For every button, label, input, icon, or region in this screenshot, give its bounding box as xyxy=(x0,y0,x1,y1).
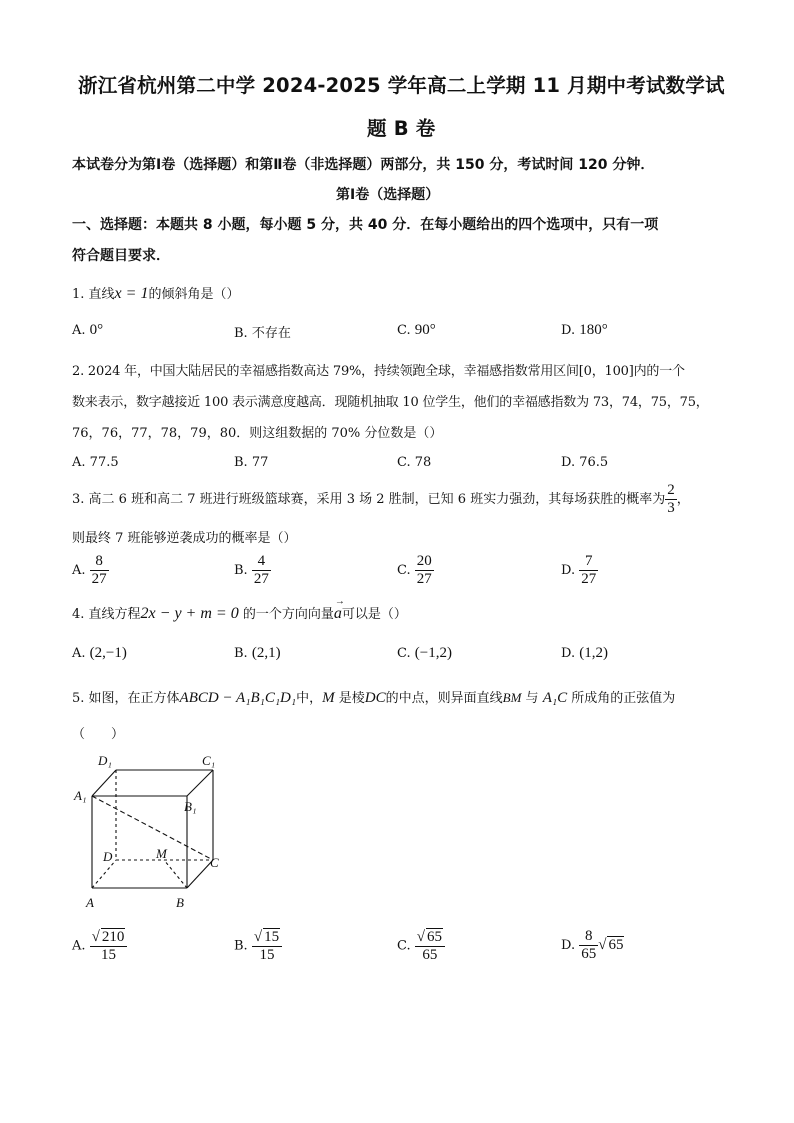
q1-math: x = 1 xyxy=(114,285,149,302)
fraction-numerator: 4 xyxy=(257,553,266,569)
radicand: 15 xyxy=(264,929,280,945)
fraction-numerator: 8 xyxy=(95,553,103,569)
vector-arrow-icon: → xyxy=(334,596,345,607)
label-a1: A₁ xyxy=(74,788,87,803)
q4-option-b[interactable] xyxy=(234,645,281,662)
section1-line2: 符合题目要求． xyxy=(72,248,170,264)
option-fraction xyxy=(252,928,282,964)
radicand: 65 xyxy=(427,929,442,945)
radicand: 210 xyxy=(101,929,125,945)
radicand: 65 xyxy=(608,937,624,953)
q4-vector xyxy=(333,596,345,622)
option-text: (−1,2) xyxy=(414,645,452,661)
fraction-denominator: 15 xyxy=(259,947,275,963)
option-label: B. xyxy=(234,326,248,341)
fraction-denominator: 15 xyxy=(101,947,117,963)
option-label: C. xyxy=(397,938,411,954)
option-label: B. xyxy=(234,646,248,661)
q1-suffix: 的倾斜角是（） xyxy=(148,287,240,302)
option-label: C. xyxy=(397,323,411,338)
question-2-line1: 2. 2024 年，中国大陆居民的幸福感指数高达 79%，持续领跑全球，幸福感指数常用区间[0，100]内的一个 xyxy=(72,364,685,379)
q5-line-a1c: A₁C xyxy=(542,690,568,706)
fraction-numerator: 8 xyxy=(579,928,598,946)
option-fraction xyxy=(90,928,128,964)
option-text: 180° xyxy=(579,322,608,338)
question-1 xyxy=(72,283,239,303)
option-label: B. xyxy=(234,938,248,954)
option-label: D. xyxy=(561,563,576,578)
label-b1: B₁ xyxy=(184,799,197,814)
q1-option-a[interactable] xyxy=(72,322,103,339)
segment-b-m xyxy=(164,860,187,888)
fraction-numerator: √ 15 xyxy=(252,928,282,947)
option-text: 76.5 xyxy=(579,455,609,470)
option-text: 77 xyxy=(251,455,269,470)
fraction-numerator: √ 65 xyxy=(415,928,445,947)
q5-mid2: 是棱 xyxy=(338,691,365,706)
q5-point-m: M xyxy=(322,690,335,706)
q4-equation: 2x − y + m = 0 xyxy=(140,605,239,622)
question-4 xyxy=(72,596,407,623)
q1-option-b[interactable] xyxy=(234,322,291,341)
fraction-denominator: 27 xyxy=(253,571,269,587)
q1-option-d[interactable] xyxy=(561,322,608,339)
part1-title: 第Ⅰ卷（选择题） xyxy=(336,187,440,203)
fraction-denominator: 65 xyxy=(581,946,597,962)
q1-prefix: 1. 直线 xyxy=(72,287,115,302)
label-d1: D₁ xyxy=(98,753,112,768)
option-text: 0° xyxy=(89,322,104,338)
fraction-denominator: 27 xyxy=(91,571,107,587)
option-fraction xyxy=(252,553,271,588)
option-text: (2,−1) xyxy=(89,645,127,661)
option-label: A. xyxy=(72,323,86,338)
label-c1: C₁ xyxy=(202,753,216,768)
q5-mid1: 中， xyxy=(296,691,323,706)
q5-mid3: 的中点，则异面直线 xyxy=(385,691,503,706)
label-c: C xyxy=(210,855,219,870)
option-fraction xyxy=(90,553,109,588)
fraction-denominator: 65 xyxy=(422,947,438,963)
q4-prefix: 4. 直线方程 xyxy=(72,607,141,622)
edge-c1-b1 xyxy=(187,770,213,796)
option-label: D. xyxy=(561,455,576,470)
q2-option-c[interactable] xyxy=(397,455,431,470)
q4-option-c[interactable] xyxy=(397,645,452,662)
question-3-line1 xyxy=(72,482,690,517)
q4-suffix: 可以是（） xyxy=(341,607,407,622)
page-title-line1: 浙江省杭州第二中学 2024-2025 学年高二上学期 11 月期中考试数学试 xyxy=(78,74,725,97)
fraction-denominator: 3 xyxy=(667,500,675,516)
fraction-denominator: 27 xyxy=(581,571,597,587)
q5-cube: ABCD − A₁B₁C₁D₁ xyxy=(179,690,297,706)
q2-option-a[interactable] xyxy=(72,455,119,470)
q5-prefix: 5. 如图，在正方体 xyxy=(72,691,180,706)
q5-line-bm: BM xyxy=(502,690,522,705)
label-a: A xyxy=(86,895,94,910)
option-fraction xyxy=(579,553,598,588)
option-label: C. xyxy=(397,455,411,470)
option-label: A. xyxy=(72,455,86,470)
option-label: D. xyxy=(561,938,576,953)
question-3-line2: 则最终 7 班能够逆袭成功的概率是（） xyxy=(72,531,297,546)
label-d: D xyxy=(103,849,113,864)
option-label: A. xyxy=(72,938,86,954)
page-title-line2: 题 B 卷 xyxy=(367,117,436,140)
option-text: 不存在 xyxy=(251,326,291,341)
cube-figure xyxy=(70,748,230,913)
option-label: A. xyxy=(72,563,86,578)
fraction-numerator: 20 xyxy=(416,553,432,569)
fraction-denominator: 27 xyxy=(416,571,432,587)
option-label: B. xyxy=(234,563,248,578)
question-5-line1 xyxy=(72,687,675,707)
option-radical: √ 65 xyxy=(598,937,624,953)
q4-middle: 的一个方向向量 xyxy=(242,607,334,622)
label-b: B xyxy=(176,895,184,910)
exam-intro: 本试卷分为第Ⅰ卷（选择题）和第Ⅱ卷（非选择题）两部分，共 150 分，考试时间 120 分钟． xyxy=(72,157,655,173)
q5-option-b[interactable] xyxy=(234,928,282,964)
q3-comma: ， xyxy=(676,492,690,507)
q4-option-d[interactable] xyxy=(561,645,608,662)
q2-option-b[interactable] xyxy=(234,455,268,470)
vector-symbol: a xyxy=(333,605,342,622)
q3-option-d[interactable] xyxy=(561,553,598,588)
option-text: (2,1) xyxy=(251,645,281,661)
edge-a1-d1 xyxy=(92,770,116,796)
q5-suffix: 所成角的正弦值为 xyxy=(571,691,676,706)
option-label: A. xyxy=(72,646,86,661)
label-m: M xyxy=(156,846,167,861)
q3-option-c[interactable] xyxy=(397,553,434,588)
fraction-numerator: 7 xyxy=(584,553,593,569)
option-text: 77.5 xyxy=(89,455,119,470)
option-label: B. xyxy=(234,455,248,470)
q1-option-c[interactable] xyxy=(397,322,436,339)
edge-a-d-hidden xyxy=(92,860,116,888)
option-label: C. xyxy=(397,563,411,578)
option-fraction xyxy=(579,928,598,963)
option-label: D. xyxy=(561,323,576,338)
q3-option-b[interactable] xyxy=(234,553,271,588)
option-fraction xyxy=(415,928,445,964)
q2-option-d[interactable] xyxy=(561,455,608,470)
option-fraction xyxy=(415,553,434,588)
fraction-numerator: 2 xyxy=(667,482,675,498)
q5-option-d[interactable] xyxy=(561,928,624,963)
q5-edge-dc: DC xyxy=(364,690,386,706)
option-label: C. xyxy=(397,646,411,661)
question-2-line2: 数来表示，数字越接近 100 表示满意度越高．现随机抽取 10 位学生，他们的幸福感指数为 73，74，75，75， xyxy=(72,395,709,410)
option-text: (1,2) xyxy=(579,645,608,661)
option-label: D. xyxy=(561,646,576,661)
section1-line1: 一、选择题：本题共 8 小题，每小题 5 分，共 40 分．在每小题给出的四个选项中，只有一项 xyxy=(72,217,659,233)
option-text: 78 xyxy=(414,455,432,470)
q4-option-a[interactable] xyxy=(72,645,127,662)
q3-text: 3. 高二 6 班和高二 7 班进行班级篮球赛，采用 3 场 2 胜制，已知 6 班实力强劲，其每场获胜的概率为 xyxy=(72,492,666,507)
option-text: 90° xyxy=(414,322,436,338)
question-5-line2: （ ） xyxy=(72,727,125,742)
q5-option-a[interactable] xyxy=(72,928,127,964)
q3-fraction xyxy=(665,482,677,517)
q3-option-a[interactable] xyxy=(72,553,109,588)
question-2-line3: 76，76，77，78，79，80．则这组数据的 70% 分位数是（） xyxy=(72,426,443,441)
q5-option-c[interactable] xyxy=(397,928,445,964)
q5-mid4: 与 xyxy=(525,691,539,706)
fraction-numerator: √ 210 xyxy=(90,928,128,947)
